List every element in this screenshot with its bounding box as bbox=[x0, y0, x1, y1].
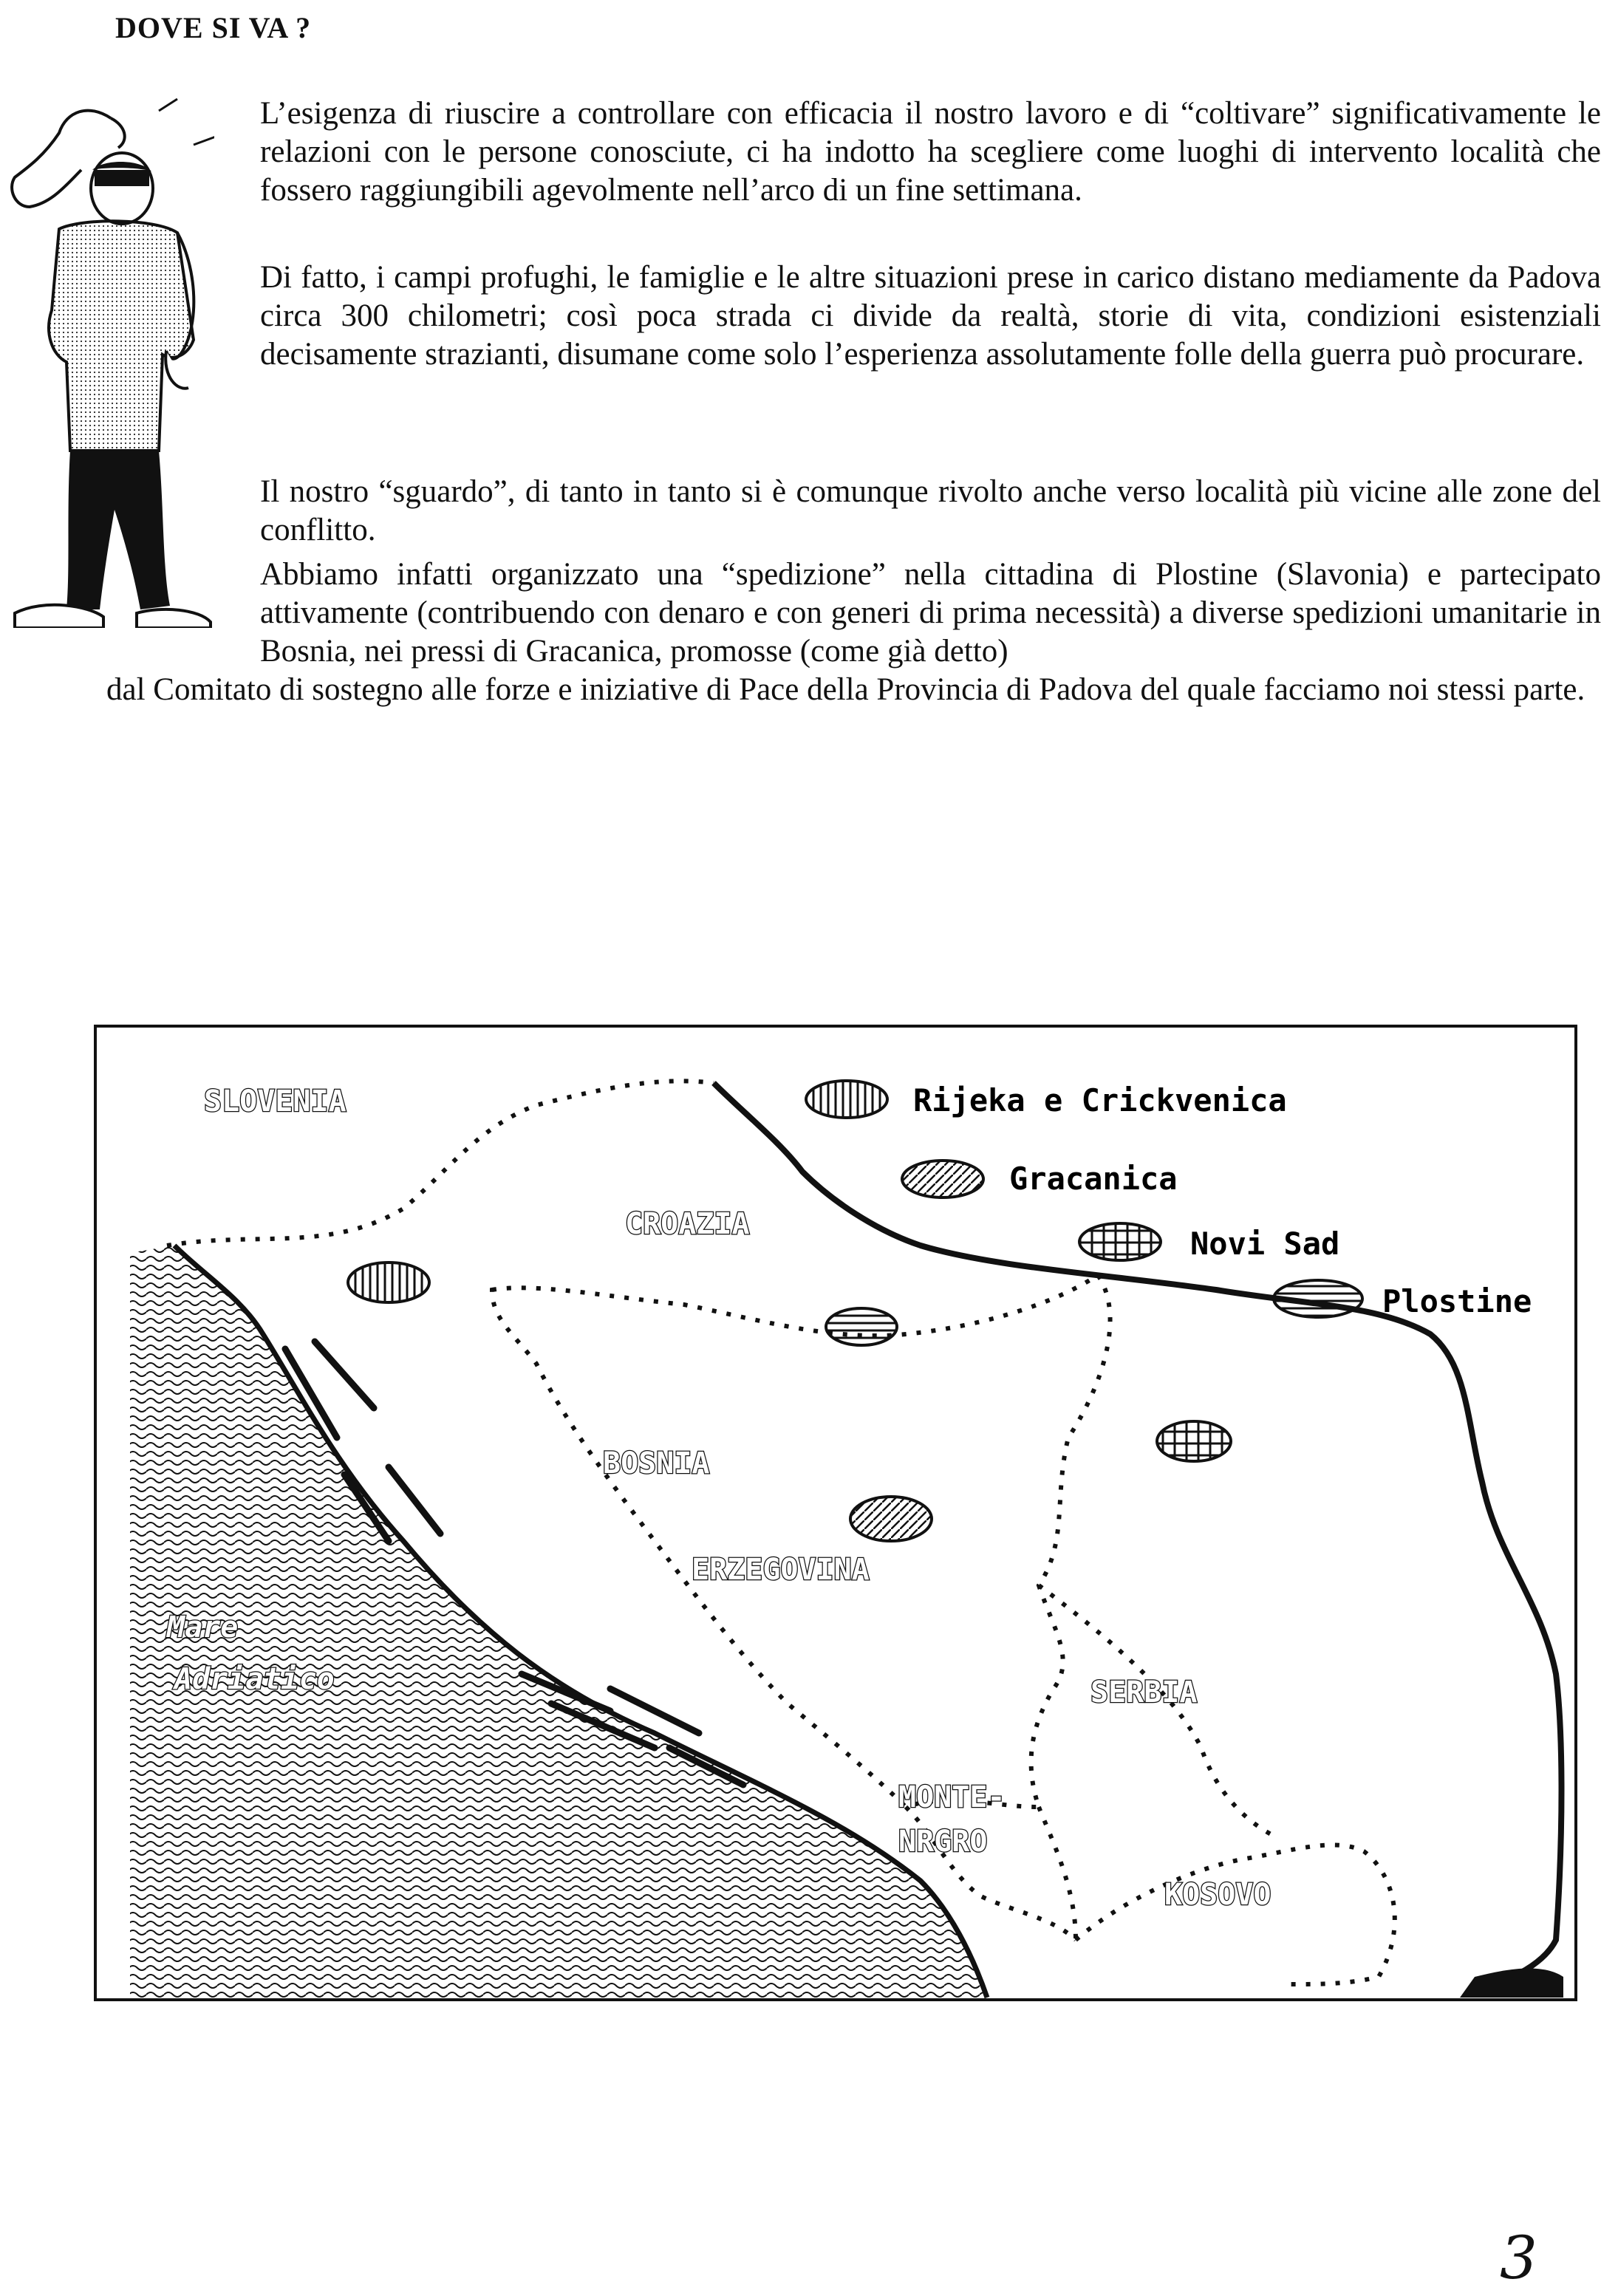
legend-novisad-swatch bbox=[1079, 1223, 1161, 1260]
paragraph-4-part-1 bbox=[260, 556, 1601, 671]
label-serbia: SERBIA bbox=[1090, 1675, 1198, 1709]
paragraph-4-line-b: dal Comitato di sostegno alle forze e iniziative di Pace della Provincia di Padova del quale facciamo noi stessi parte. bbox=[106, 672, 1585, 707]
plostine-marker bbox=[826, 1308, 897, 1345]
legend-plostine-swatch bbox=[1274, 1280, 1362, 1317]
page-number: 3 bbox=[1500, 2224, 1537, 2292]
thinking-man-illustration bbox=[0, 96, 214, 628]
legend-plostine-label: Plostine bbox=[1382, 1283, 1532, 1319]
label-sea-1: Mare bbox=[167, 1610, 239, 1644]
label-sea-2: Adriatico bbox=[174, 1662, 335, 1696]
label-croazia: CROAZIA bbox=[625, 1207, 750, 1241]
label-bosnia: BOSNIA bbox=[603, 1446, 710, 1480]
legend-gracanica-label: Gracanica bbox=[1009, 1161, 1178, 1197]
legend-novisad-label: Novi Sad bbox=[1190, 1226, 1340, 1262]
paragraph-2: Di fatto, i campi profughi, le famiglie e le altre situazioni prese in carico distano mediamente da Padova circa 300 chilometri; così poca strada ci divide da realtà, storie di vita, condizioni esistenziali decisamente strazianti, disumane come solo l’esperienza assolutamente folle della guerra può procurare. bbox=[260, 260, 1601, 372]
label-montenegro-2: NRGRO bbox=[898, 1825, 988, 1859]
label-kosovo: KOSOVO bbox=[1164, 1878, 1271, 1912]
paragraph-4-line-a: Abbiamo infatti organizzato una “spedizione” nella cittadina di Plostine (Slavonia) e partecipato attivamente (contribuendo con denaro e con generi di prima necessità) a diverse spedizioni umanitarie in Bosnia, nei pressi di Gracanica, promosse (come già detto) bbox=[260, 557, 1601, 669]
paragraph-1: L’esigenza di riuscire a controllare con efficacia il nostro lavoro e di “coltivare” significativamente le relazioni con le persone conosciute, ci ha indotto ha scegliere come luoghi di intervento località che fossero raggiungibili agevolmente nell’arco di un fine settimana. bbox=[260, 96, 1601, 208]
label-slovenia: SLOVENIA bbox=[204, 1084, 347, 1118]
rijeka-marker bbox=[348, 1263, 429, 1302]
balkans-map bbox=[93, 1024, 1578, 2002]
paragraph-4-part-2 bbox=[106, 671, 1601, 709]
novisad-marker bbox=[1157, 1421, 1231, 1461]
label-montenegro-1: MONTE- bbox=[898, 1780, 1006, 1814]
gracanica-marker bbox=[850, 1497, 932, 1541]
legend-gracanica-swatch bbox=[902, 1161, 983, 1197]
page-title: DOVE SI VA ? bbox=[115, 11, 312, 44]
legend-rijeka-swatch bbox=[806, 1081, 887, 1118]
legend-rijeka-label: Rijeka e Crickvenica bbox=[913, 1082, 1287, 1118]
label-erzegovina: ERZEGOVINA bbox=[692, 1553, 870, 1587]
paragraph-3: Il nostro “sguardo”, di tanto in tanto si è comunque rivolto anche verso località più vicine alle zone del conflitto. bbox=[260, 474, 1601, 547]
